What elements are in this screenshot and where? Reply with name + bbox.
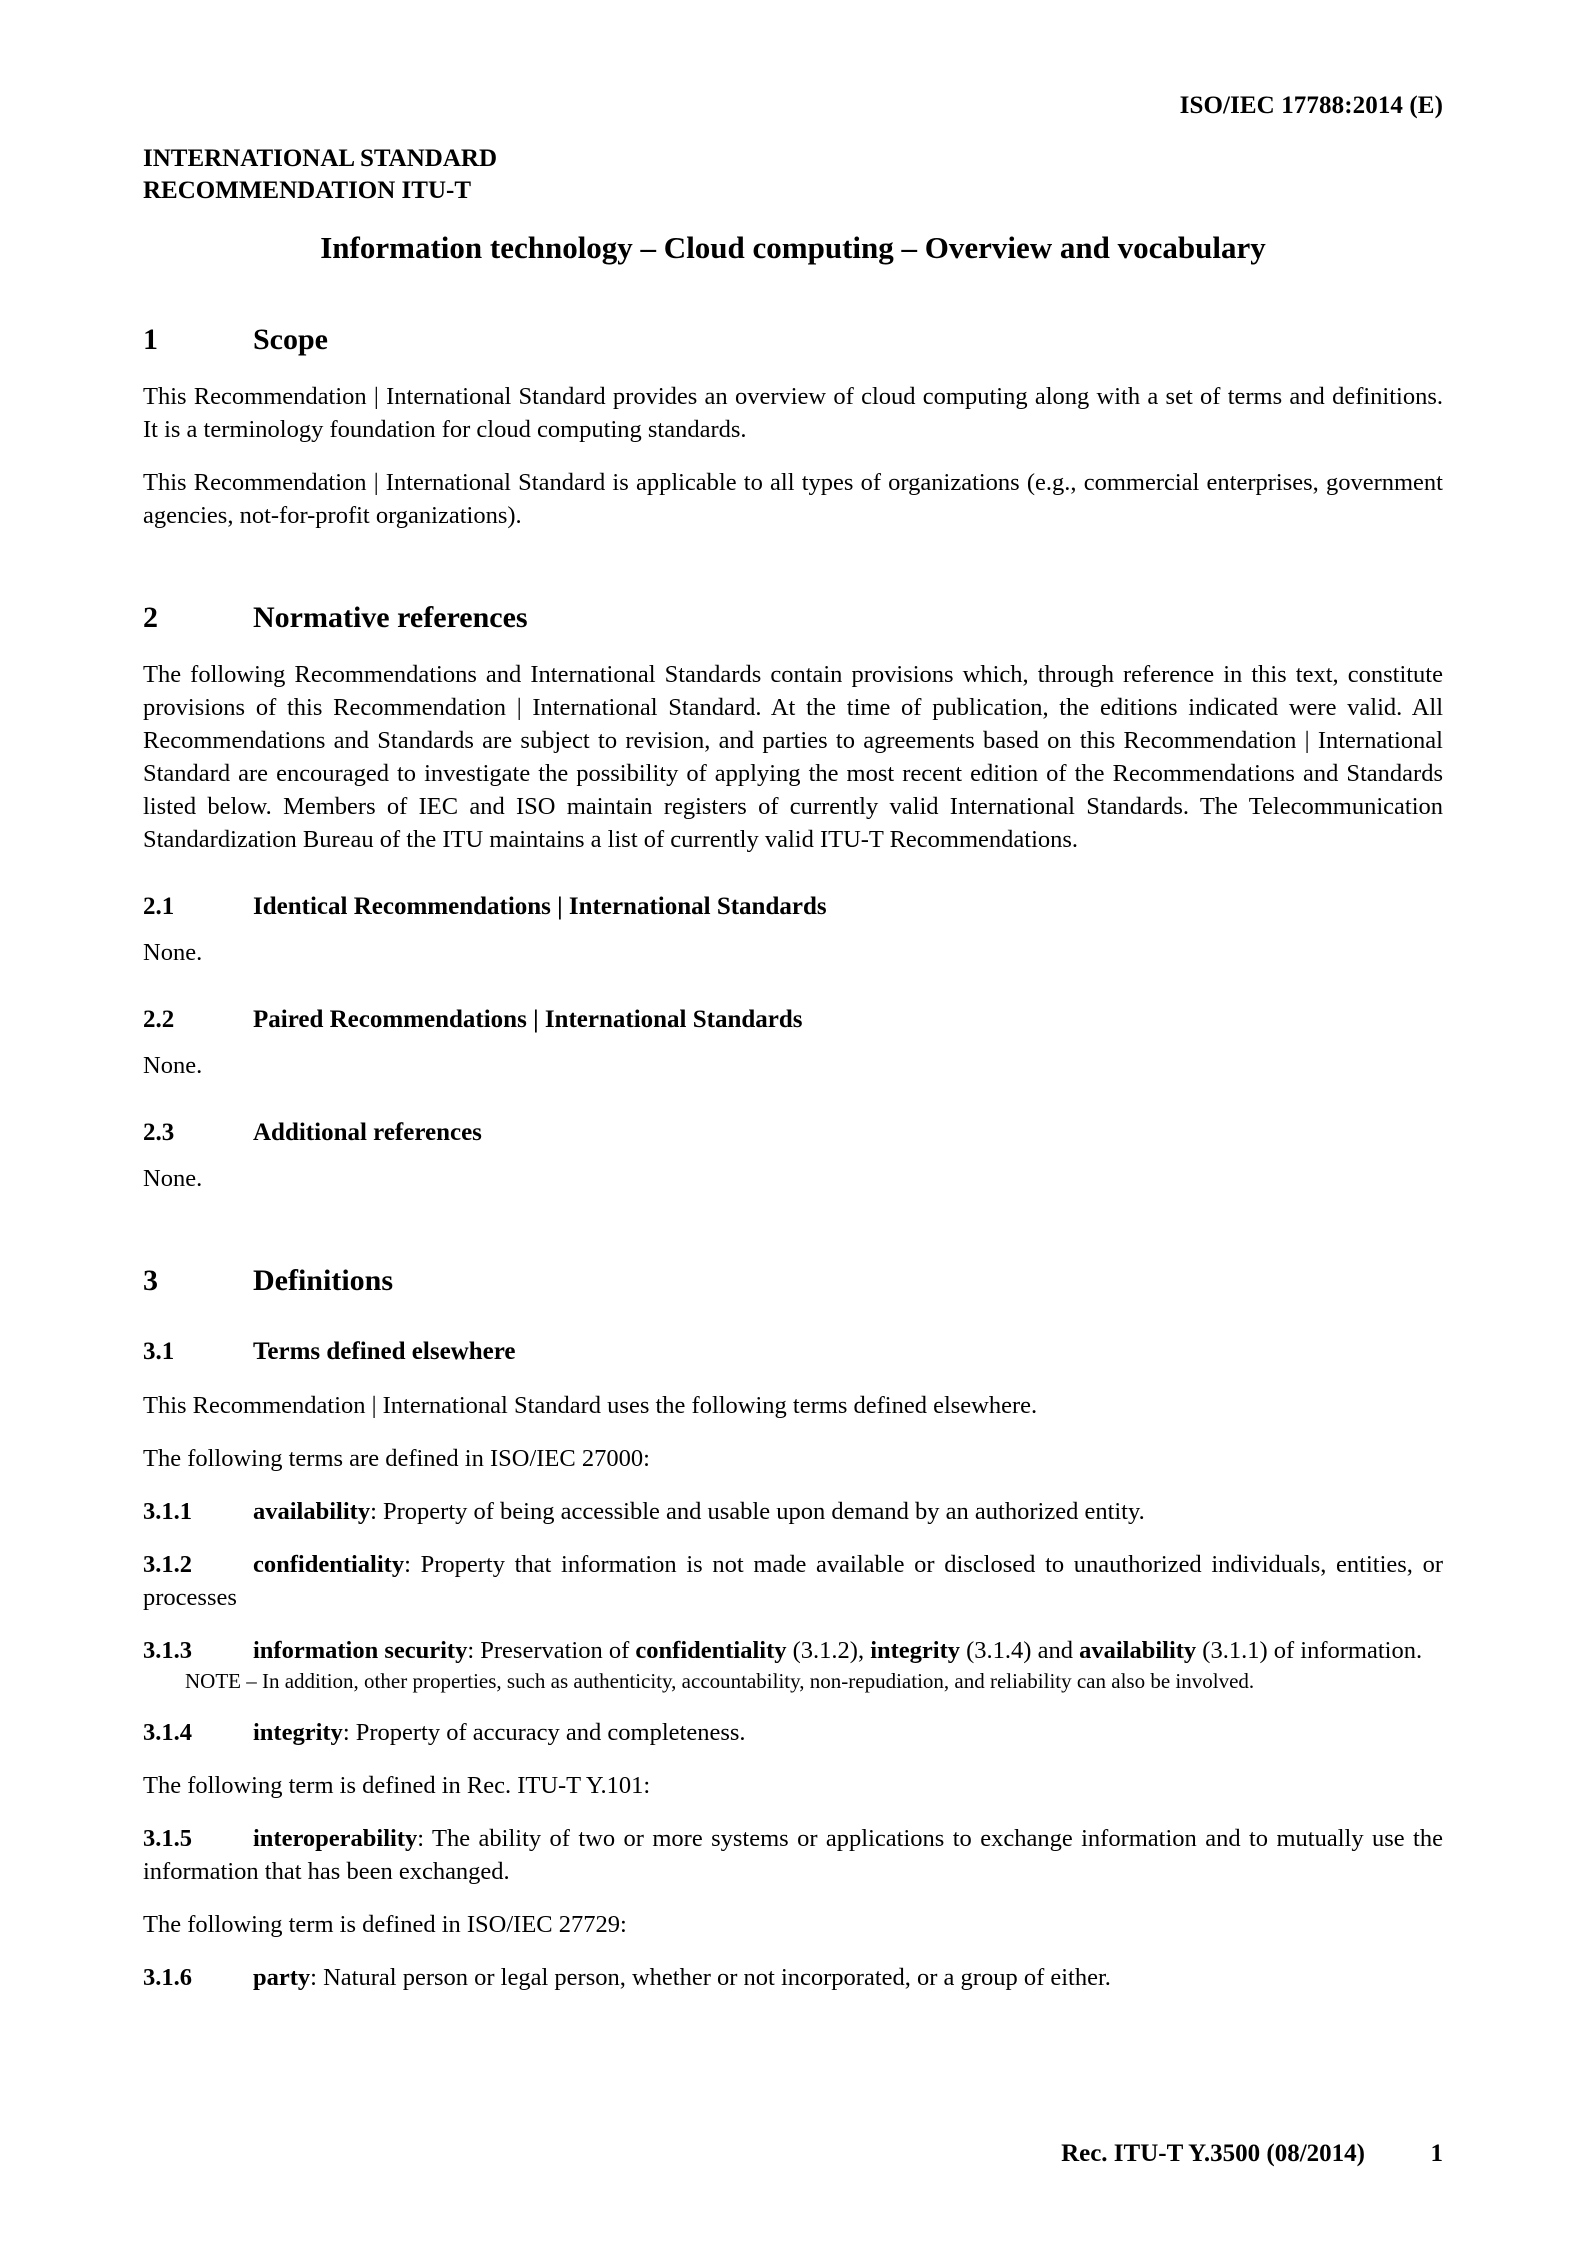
section-heading-normative-references [143,598,1443,638]
subsection-title: Terms defined elsewhere [253,1338,516,1365]
definition-number: 3.1.2 [143,1551,192,1578]
footer-page-number: 1 [1430,2140,1443,2167]
definition-term: integrity [253,1719,343,1746]
definition-note-3-1-3: NOTE – In addition, other properties, such as authenticity, accountability, non-repudiation, and reliability can also be involved. [185,1669,1255,1693]
identical-recommendations-body: None. [143,939,203,966]
definition-entry-3-1-1 [143,1495,1443,1528]
footer-recommendation-label: Rec. ITU-T Y.3500 (08/2014) [1061,2140,1365,2167]
definition-entry-3-1-2 [143,1548,1443,1614]
subsection-heading-terms-defined-elsewhere [143,1335,1443,1369]
definition-entry-3-1-6 [143,1961,1443,1994]
subsection-heading-identical-recommendations [143,890,1443,924]
definition-term: interoperability [253,1825,418,1852]
definition-source-itu-y101: The following term is defined in Rec. ITU-T Y.101: [143,1772,651,1799]
definition-text: : Property of being accessible and usable upon demand by an authorized entity. [370,1498,1145,1525]
page-title: Information technology – Cloud computing – Overview and vocabulary [320,230,1266,265]
page-footer [143,2140,1443,2168]
cross-reference-term-integrity: integrity [870,1637,961,1664]
definition-term: party [253,1964,311,1991]
running-header-standard-ref: ISO/IEC 17788:2014 (E) [1179,92,1443,119]
cross-reference-number-3: (3.1.1) of information. [1196,1637,1423,1664]
definition-entry-3-1-5 [143,1822,1443,1888]
definition-term: information security [253,1637,468,1664]
subsection-title: Identical Recommendations | International Standards [253,893,827,920]
subsection-title: Additional references [253,1119,482,1146]
subsection-number: 2.1 [143,893,175,920]
definition-number: 3.1.3 [143,1637,192,1664]
document-body [143,320,1443,1994]
terms-defined-elsewhere-intro: This Recommendation | International Standard uses the following terms defined elsewhere. [143,1392,1038,1419]
definition-number: 3.1.4 [143,1719,192,1746]
definition-text: : Property of accuracy and completeness. [342,1719,746,1746]
subsection-number: 2.3 [143,1119,175,1146]
normative-references-paragraph: The following Recommendations and International Standards contain provisions which, through reference in this text, constitute provisions of this Recommendation | International Standard. At the time of publication, the editions indicated were valid. All Recommendations and Standards are subject to revision, and parties to agreements based on this Recommendation | International Standard are encouraged to investigate the possibility of applying the most recent edition of the Recommendations and Standards listed below. Members of IEC and ISO maintain registers of currently valid International Standards. The Telecommunication Standardization Bureau of the ITU maintains a list of currently valid ITU-T Recommendations. [143,661,1443,853]
definition-term: availability [253,1498,371,1525]
subsection-heading-paired-recommendations [143,1003,1443,1037]
standard-type-block [143,143,497,207]
paired-recommendations-body: None. [143,1052,203,1079]
section-number: 3 [143,1264,158,1297]
standard-type-line-2: RECOMMENDATION ITU-T [143,177,472,204]
definition-source-iso-27729: The following term is defined in ISO/IEC 27729: [143,1911,627,1938]
subsection-title: Paired Recommendations | International Standards [253,1006,803,1033]
definition-entry-3-1-3 [143,1634,1443,1667]
subsection-number: 2.2 [143,1006,175,1033]
definition-text: : Property that information is not made available or disclosed to unauthorized individuals, entities, or processes [143,1551,1443,1611]
section-title: Definitions [253,1264,394,1297]
definition-number: 3.1.1 [143,1498,192,1525]
definition-text-part-1: : Preservation of [467,1637,636,1664]
section-heading-definitions [143,1261,1443,1301]
definition-text: : Natural person or legal person, whether or not incorporated, or a group of either. [310,1964,1111,1991]
definition-number: 3.1.6 [143,1964,192,1991]
cross-reference-term-availability: availability [1079,1637,1197,1664]
standard-type-line-1: INTERNATIONAL STANDARD [143,145,497,172]
definition-number: 3.1.5 [143,1825,192,1852]
additional-references-body: None. [143,1165,203,1192]
scope-paragraph-2: This Recommendation | International Standard is applicable to all types of organizations (e.g., commercial enterprises, government agencies, not-for-profit organizations). [143,469,1443,529]
definition-source-iso-27000: The following terms are defined in ISO/IEC 27000: [143,1445,650,1472]
cross-reference-number-1: (3.1.2), [786,1637,871,1664]
subsection-heading-additional-references [143,1116,1443,1150]
scope-paragraph-1: This Recommendation | International Standard provides an overview of cloud computing along with a set of terms and definitions. It is a terminology foundation for cloud computing standards. [143,383,1443,443]
section-number: 1 [143,323,158,356]
section-title: Scope [253,323,328,356]
section-heading-scope [143,320,1443,360]
section-title: Normative references [253,601,528,634]
section-number: 2 [143,601,158,634]
definition-entry-3-1-4 [143,1716,1443,1749]
subsection-number: 3.1 [143,1338,175,1365]
definition-text: : The ability of two or more systems or applications to exchange information and to mutually use the information that has been exchanged. [143,1825,1443,1885]
definition-term: confidentiality [253,1551,405,1578]
cross-reference-number-2: (3.1.4) and [960,1637,1080,1664]
cross-reference-term-confidentiality: confidentiality [635,1637,787,1664]
